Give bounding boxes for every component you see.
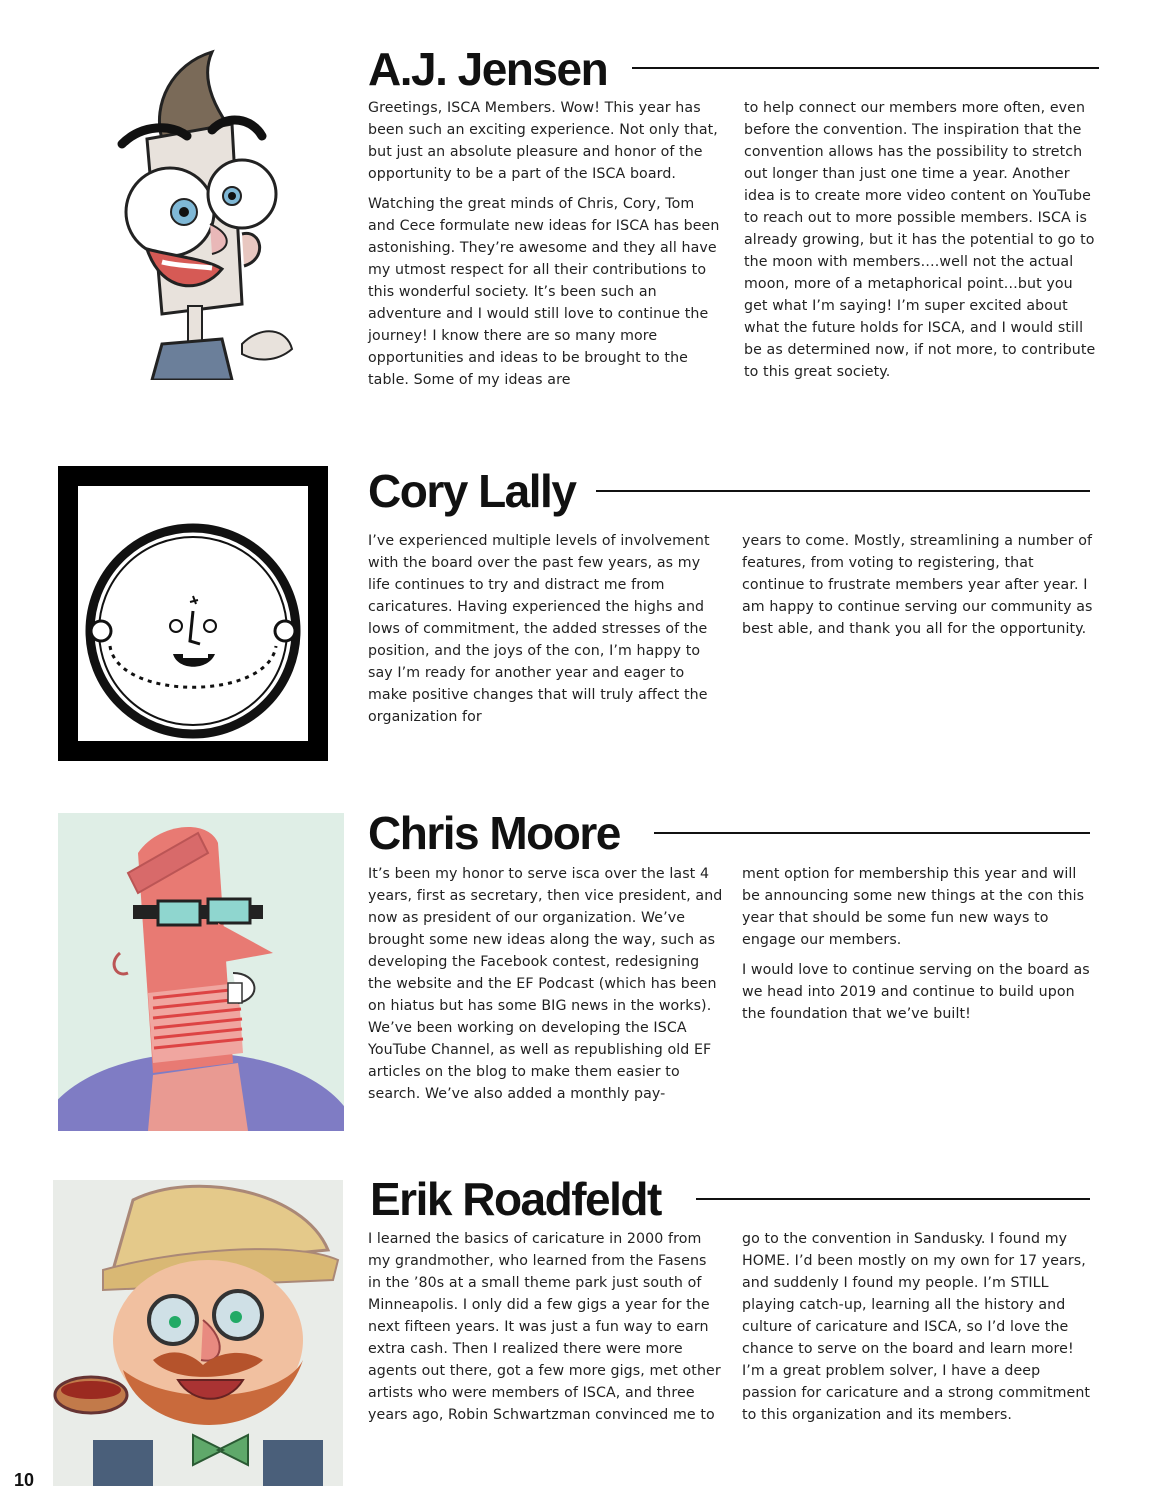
- bio-column-2: [742, 1228, 1098, 1434]
- portrait-erik-roadfeldt: [53, 1180, 343, 1486]
- caricature-illustration: [92, 44, 306, 380]
- portrait-aj-jensen: [92, 44, 306, 380]
- heading-rule: [696, 1198, 1090, 1200]
- member-name: Erik Roadfeldt: [370, 1173, 661, 1225]
- page-number: 10: [14, 1470, 35, 1490]
- bio-column-1: [368, 97, 724, 399]
- bio-column-2: [742, 863, 1098, 1033]
- heading-rule: [596, 490, 1090, 492]
- bio-paragraph: Watching the great minds of Chris, Cory, Tom and Cece formulate new ideas for ISCA has been astonishing. They’re awesome and they all have my utmost respect for all their contributions to this wonderful society. It’s been such an adventure and I would still love to continue the journey! I know there are so many more opportunities and ideas to be brought to the table. Some of my ideas are: [368, 196, 720, 388]
- bio-paragraph: ment option for membership this year and will be announcing some new things at the con this year that should be some fun new ways to engage our members.: [742, 866, 1085, 948]
- caricature-illustration: [58, 813, 344, 1131]
- heading-rule: [632, 67, 1099, 69]
- bio-column-2: [742, 530, 1098, 648]
- heading-rule: [654, 832, 1090, 834]
- bio-paragraph: years to come. Mostly, streamlining a number of features, from voting to registering, that continue to frustrate members year after year. I am happy to continue serving our community as best able, and thank you all for the opportunity.: [742, 533, 1093, 637]
- member-name: Chris Moore: [368, 807, 620, 859]
- bio-column-1: [368, 530, 724, 736]
- member-name: Cory Lally: [368, 465, 576, 517]
- caricature-illustration: [58, 466, 328, 761]
- bio-paragraph: I would love to continue serving on the board as we head into 2019 and continue to build upon the foundation that we’ve built!: [742, 962, 1090, 1022]
- bio-paragraph: I learned the basics of caricature in 2000 from my grandmother, who learned from the Fasens in the ’80s at a small theme park just south of Minneapolis. I only did a few gigs a year for the next fifteen years. It was just a fun way to earn extra cash. Then I realized there were more agents out there, got a few more gigs, met other artists who were members of ISCA, and three years ago, Robin Schwartzman convinced me to: [368, 1231, 721, 1423]
- bio-paragraph: go to the convention in Sandusky. I found my HOME. I’d been mostly on my own for 17 years, and suddenly I found my people. I’m STILL playing catch-up, learning all the history and culture of caricature and ISCA, so I’d love the chance to serve on the board and learn more! I’m a great problem solver, I have a deep passion for caricature and a strong commitment to this organization and its members.: [742, 1231, 1091, 1423]
- bio-column-1: [368, 1228, 724, 1434]
- bio-paragraph: It’s been my honor to serve isca over the last 4 years, first as secretary, then vice president, and now as president of our organization. We’ve brought some new ideas along the way, such as developing the Facebook contest, redesigning the website and the EF Podcast (which has been on hiatus but has some BIG news in the works). We’ve been working on developing the ISCA YouTube Channel, as well as republishing old EF articles on the blog to make them easier to search. We’ve also added a monthly pay-: [368, 866, 723, 1102]
- bio-paragraph: to help connect our members more often, even before the convention. The inspiration that the convention allows has the possibility to stretch out longer than just one time a year. Another idea is to create more video content on YouTube to reach out to more possible members. ISCA is already growing, but it has the potential to go to the moon with members….well not the actual moon, more of a metaphorical point…but you get what I’m saying! I’m super excited about what the future holds for ISCA, and I would still be as determined now, if not more, to contribute to this great society.: [744, 100, 1096, 380]
- portrait-chris-moore: [58, 813, 344, 1131]
- bio-column-2: [744, 97, 1100, 391]
- portrait-cory-lally: [58, 466, 328, 761]
- bio-paragraph: Greetings, ISCA Members. Wow! This year has been such an exciting experience. Not only that, but just an absolute pleasure and honor of the opportunity to be a part of the ISCA board.: [368, 100, 718, 182]
- caricature-illustration: [53, 1180, 343, 1486]
- member-name: A.J. Jensen: [368, 43, 608, 95]
- bio-paragraph: I’ve experienced multiple levels of involvement with the board over the past few years, as my life continues to try and distract me from caricatures. Having experienced the highs and lows of commitment, the added stresses of the position, and the joys of the con, I’m happy to say I’m ready for another year and eager to make positive changes that will truly affect the organization for: [368, 533, 710, 725]
- bio-column-1: [368, 863, 724, 1113]
